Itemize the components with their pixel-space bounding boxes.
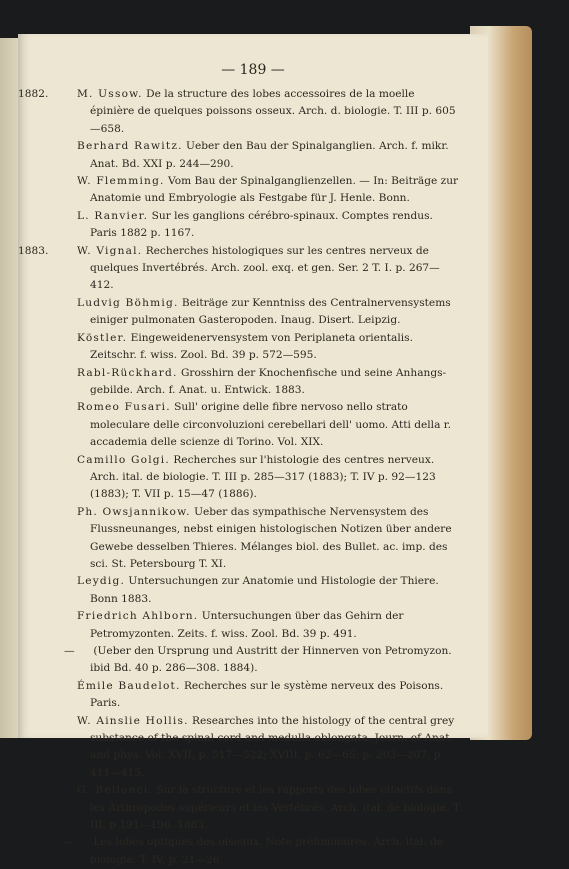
ditto-dash: —: [64, 645, 75, 657]
entry-author: Ludvig Böhmig.: [77, 296, 179, 309]
bibliography-entry: [62, 782, 462, 834]
entry-author: Berhard Rawitz.: [77, 140, 183, 153]
entry-author: Friedrich Ahlborn.: [77, 610, 199, 623]
bibliography-entry: [62, 643, 462, 678]
entry-text: Eingeweidenervensystem von Periplaneta orientalis. Zeitschr. f. wiss. Zool. Bd. 39 p. 572—595.: [90, 331, 413, 362]
entry-text: Beiträge zur Kenntniss des Centralnervensystems einiger pulmonaten Gasteropoden. Inaug. Disert. Leipzig.: [90, 296, 451, 327]
entry-text: Untersuchungen über das Gehirn der Petromyzonten. Zeits. f. wiss. Zool. Bd. 39 p. 491.: [90, 610, 404, 640]
entry-year: 1882.: [18, 88, 49, 100]
bibliography-entry: [18, 243, 462, 295]
entry-author: W. Flemming.: [77, 175, 165, 188]
ditto-dash: —: [64, 836, 75, 849]
entry-author: Leydig.: [77, 575, 126, 588]
entry-text: Ueber das sympathische Nervensystem des Flussneunanges, nebst einigen histologischen Notizen über andere Gewebe desselben Thieres. Mélanges biol. des Bullet. ac. imp. des sci. St. Petersbourg T. XI.: [90, 505, 452, 570]
entry-text: Sur les ganglions cérébro-spinaux. Comptes rendus. Paris 1882 p. 1167.: [90, 209, 433, 240]
entry-text: Grosshirn der Knochenfische und seine Anhangs-gebilde. Arch. f. Anat. u. Entwick. 1883.: [90, 366, 447, 396]
entry-text: Les lobes optiques des oiseaux. Note préliminaires. Arch. ital. de biologie. T. IV, p. 21—26.: [90, 836, 443, 866]
entry-author: Köstler.: [77, 331, 128, 344]
bibliography-entry: [62, 504, 462, 574]
bibliography-entry: [62, 173, 462, 208]
bibliography-entry: [62, 365, 462, 400]
entry-text: Recherches histologiques sur les centres nerveux de quelques Invertébrés. Arch. zool. exq. et gen. Ser. 2 T. I. p. 267—412.: [90, 244, 440, 292]
entry-author: Camillo Golgi.: [77, 453, 170, 466]
bibliography-entry: [62, 452, 462, 504]
bibliography-entry: [62, 678, 462, 713]
entry-author: Émile Baudelot.: [77, 679, 181, 692]
entry-author: L. Ranvier.: [77, 209, 149, 222]
bibliography-entry: [62, 330, 462, 365]
bibliography-list: [18, 86, 462, 869]
bibliography-entry: [62, 208, 462, 243]
entry-author: Romeo Fusari.: [77, 401, 171, 414]
entry-text: Vom Bau der Spinalganglienzellen. — In: Beiträge zur Anatomie und Embryologie als Festgabe für J. Henle. Bonn.: [90, 175, 459, 205]
entry-text: Sull' origine delle fibre nervoso nello strato moleculare delle circonvoluzioni cerebellari dell' uomo. Atti della r. accademia delle scienze di Torino. Vol. XIX.: [90, 401, 452, 449]
bibliography-entry: [62, 608, 462, 643]
bibliography-entry: [62, 399, 462, 451]
entry-text: Sur la structure et les rapports des lobes olfactifs dans les Arthropodes supérieurs et les Vertébrés. Arch. ital. de biologie. T. III, p 191—196. 1883.: [90, 784, 462, 832]
entry-text: De la structure des lobes accessoires de la moelle épinière de quelques poissons osseux. Arch. d. biologie. T. III p. 605—658.: [90, 88, 456, 135]
entry-text: Researches into the histology of the central grey substance of the spinal cord and medulla oblongata. Journ. of Anat. and phys. Vol. XVII, p. 517—522; XVIII, p. 62—65; p. 203—207, p. 411—415.: [90, 714, 455, 779]
entry-author: Rabl-Rückhard.: [77, 366, 178, 379]
bibliography-entry: [62, 713, 462, 783]
bibliography-entry: [62, 573, 462, 608]
entry-author: W. Ainslie Hollis.: [77, 714, 189, 727]
entry-text: Ueber den Bau der Spinalganglien. Arch. f. mikr. Anat. Bd. XXI p. 244—290.: [90, 140, 449, 170]
entry-text: Recherches sur l'histologie des centres nerveux. Arch. ital. de biologie. T. III p. 285—317 (1883); T. IV p. 92—123 (1883); T. VII p. 15—47 (1886).: [90, 453, 436, 501]
bibliography-entry: [62, 834, 462, 869]
bibliography-entry: [18, 86, 462, 138]
book-page: [18, 34, 488, 866]
entry-author: M. Ussow.: [77, 88, 143, 100]
page-number: — 189 —: [221, 62, 285, 78]
entry-text: (Ueber den Ursprung und Austritt der Hinnerven von Petromyzon. ibid Bd. 40 p. 286—308. 1884).: [90, 645, 452, 675]
entry-author: W. Vignal.: [77, 244, 143, 257]
bibliography-entry: [62, 295, 462, 330]
entry-text: Untersuchungen zur Anatomie und Histologie der Thiere. Bonn 1883.: [90, 575, 439, 605]
entry-year: 1883.: [18, 244, 49, 257]
entry-text: Recherches sur le système nerveux des Poisons. Paris.: [90, 679, 444, 710]
bibliography-entry: [62, 138, 462, 173]
entry-author: G. Bellonci.: [77, 784, 153, 797]
entry-author: Ph. Owsjannikow.: [77, 505, 191, 518]
